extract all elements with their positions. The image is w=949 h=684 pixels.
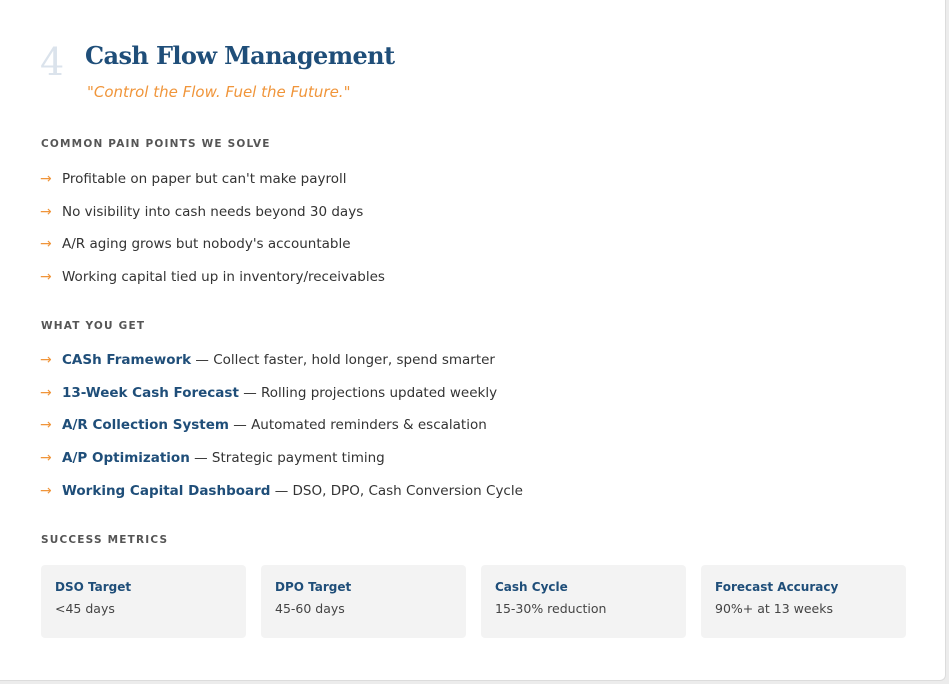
- arrow-right-icon: →: [40, 236, 52, 253]
- list-item: [40, 451, 523, 484]
- list-item: [40, 353, 523, 386]
- metric-card: [41, 565, 246, 638]
- section-tagline: "Control the Flow. Fuel the Future.": [87, 83, 351, 101]
- deliverable-title: CASh Framework: [62, 352, 192, 368]
- deliverable-title: A/P Optimization: [62, 450, 190, 467]
- pain-point-text: Working capital tied up in inventory/receivables: [62, 269, 385, 286]
- metric-label: DPO Target: [275, 580, 352, 594]
- metrics-heading: SUCCESS METRICS: [41, 534, 169, 546]
- section-number: 4: [40, 40, 65, 84]
- deliverable-desc: — Collect faster, hold longer, spend smarter: [191, 352, 495, 368]
- deliverable-title: Working Capital Dashboard: [62, 482, 271, 499]
- list-item: [40, 418, 523, 451]
- arrow-right-icon: →: [40, 171, 52, 187]
- deliverables-list: [40, 353, 523, 516]
- pain-point-text: No visibility into cash needs beyond 30 days: [62, 203, 364, 220]
- deliverable-desc: — Automated reminders & escalation: [228, 417, 487, 434]
- metric-label: Forecast Accuracy: [715, 580, 839, 594]
- deliverables-heading: WHAT YOU GET: [41, 320, 146, 332]
- metric-value: 15-30% reduction: [495, 601, 607, 616]
- list-item: [40, 484, 523, 517]
- deliverable-desc: — DSO, DPO, Cash Conversion Cycle: [270, 482, 523, 499]
- metric-card: [261, 565, 466, 638]
- pain-point-text: A/R aging grows but nobody's accountable: [62, 236, 351, 253]
- list-item: [40, 270, 385, 303]
- arrow-right-icon: →: [40, 203, 52, 220]
- list-item: [40, 386, 523, 419]
- metric-label: DSO Target: [55, 580, 132, 594]
- pain-points-list: [40, 172, 385, 303]
- metric-label: Cash Cycle: [495, 580, 568, 594]
- arrow-right-icon: →: [40, 384, 52, 401]
- metric-card: [701, 565, 906, 638]
- metrics-row: [41, 565, 906, 638]
- list-item: [40, 205, 385, 238]
- list-item: [40, 172, 385, 205]
- arrow-right-icon: →: [40, 269, 52, 286]
- arrow-right-icon: →: [40, 450, 52, 467]
- section-title: Cash Flow Management: [85, 41, 395, 70]
- arrow-right-icon: →: [40, 417, 52, 434]
- deliverable-title: A/R Collection System: [62, 417, 229, 434]
- arrow-right-icon: →: [40, 482, 52, 499]
- metric-value: <45 days: [55, 601, 115, 616]
- deliverable-title: 13-Week Cash Forecast: [62, 384, 239, 401]
- metric-value: 90%+ at 13 weeks: [715, 601, 833, 616]
- arrow-right-icon: →: [40, 352, 52, 368]
- list-item: [40, 237, 385, 270]
- pain-point-text: Profitable on paper but can't make payroll: [62, 171, 347, 187]
- pain-points-heading: COMMON PAIN POINTS WE SOLVE: [41, 138, 271, 150]
- deliverable-desc: — Strategic payment timing: [189, 450, 385, 467]
- metric-card: [481, 565, 686, 638]
- deliverable-desc: — Rolling projections updated weekly: [238, 384, 498, 401]
- metric-value: 45-60 days: [275, 601, 345, 616]
